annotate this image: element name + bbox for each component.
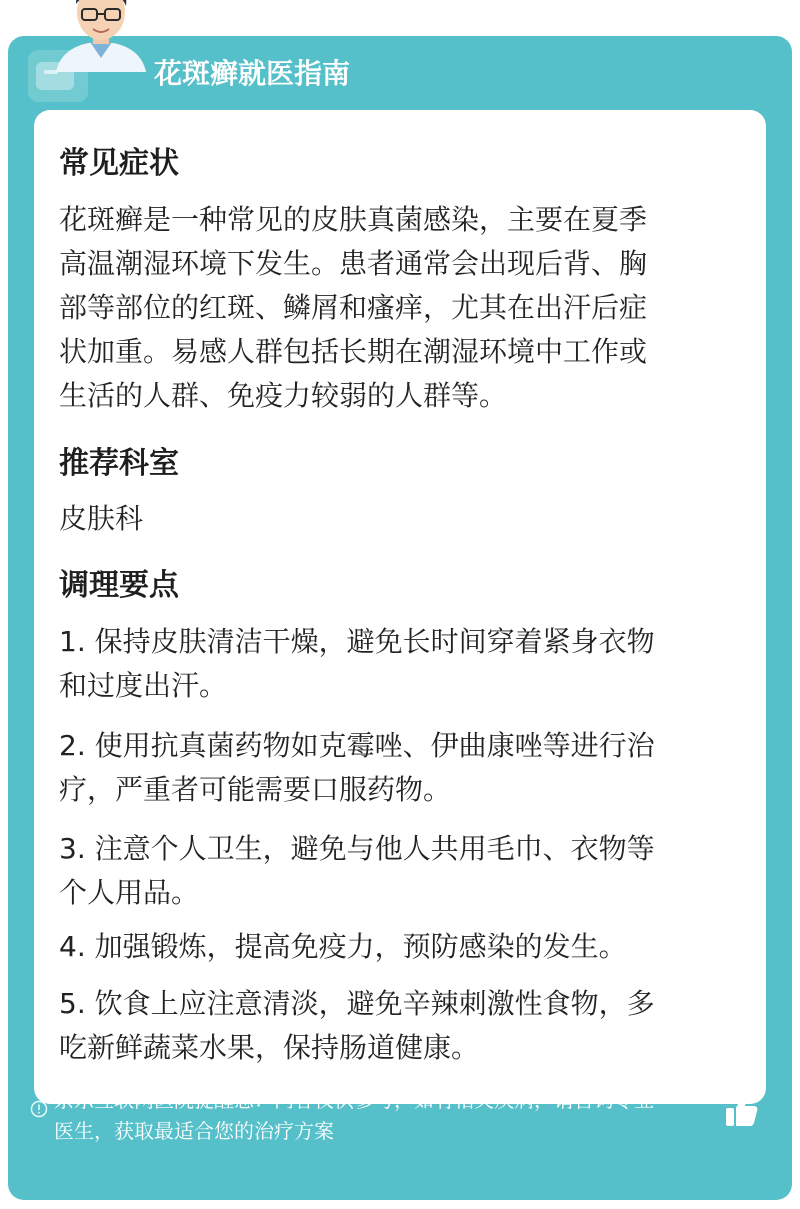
section-title-department: 推荐科室	[59, 446, 179, 481]
symptoms-line: 部等部位的红斑、鳞屑和瘙痒，尤其在出汗后症	[59, 291, 648, 324]
care-line: 和过度出汗。	[59, 669, 228, 702]
section-title-symptoms: 常见症状	[59, 146, 179, 181]
care-line: 1. 保持皮肤清洁干燥，避免长时间穿着紧身衣物	[59, 625, 655, 658]
guide-panel	[8, 36, 792, 1200]
care-line: 个人用品。	[59, 876, 200, 909]
symptoms-line: 高温潮湿环境下发生。患者通常会出现后背、胸	[59, 247, 648, 280]
care-line: 疗，严重者可能需要口服药物。	[59, 773, 452, 806]
care-line: 2. 使用抗真菌药物如克霉唑、伊曲康唑等进行治	[59, 729, 655, 762]
content-card	[34, 110, 766, 1104]
care-item-1	[59, 620, 731, 708]
care-item-5	[59, 982, 731, 1070]
care-item-4	[59, 925, 731, 969]
care-line: 吃新鲜蔬菜水果，保持肠道健康。	[59, 1031, 480, 1064]
symptoms-text	[59, 198, 731, 418]
symptoms-line: 花斑癣是一种常见的皮肤真菌感染，主要在夏季	[59, 203, 648, 236]
care-line: 3. 注意个人卫生，避免与他人共用毛巾、衣物等	[59, 832, 655, 865]
info-icon	[30, 1100, 48, 1118]
symptoms-line: 生活的人群、免疫力较弱的人群等。	[59, 379, 508, 412]
disclaimer-line: 京东互联网医院提醒您：内容仅供参考，如有相关疾病，请咨询专业	[54, 1088, 654, 1112]
symptoms-line: 状加重。易感人群包括长期在潮湿环境中工作或	[59, 335, 648, 368]
page-title: 花斑癣就医指南	[154, 57, 351, 90]
section-title-care: 调理要点	[59, 568, 179, 603]
thumbs-up-icon[interactable]	[722, 1092, 760, 1130]
care-line: 5. 饮食上应注意清淡，避免辛辣刺激性食物，多	[59, 987, 655, 1020]
care-item-2	[59, 724, 731, 812]
doctor-avatar-icon	[42, 0, 160, 72]
disclaimer-line: 医生，获取最适合您的治疗方案	[54, 1119, 334, 1143]
care-line: 4. 加强锻炼，提高免疫力，预防感染的发生。	[59, 930, 627, 963]
disclaimer-text	[54, 1085, 722, 1147]
department-value: 皮肤科	[59, 502, 144, 535]
care-item-3	[59, 827, 731, 915]
